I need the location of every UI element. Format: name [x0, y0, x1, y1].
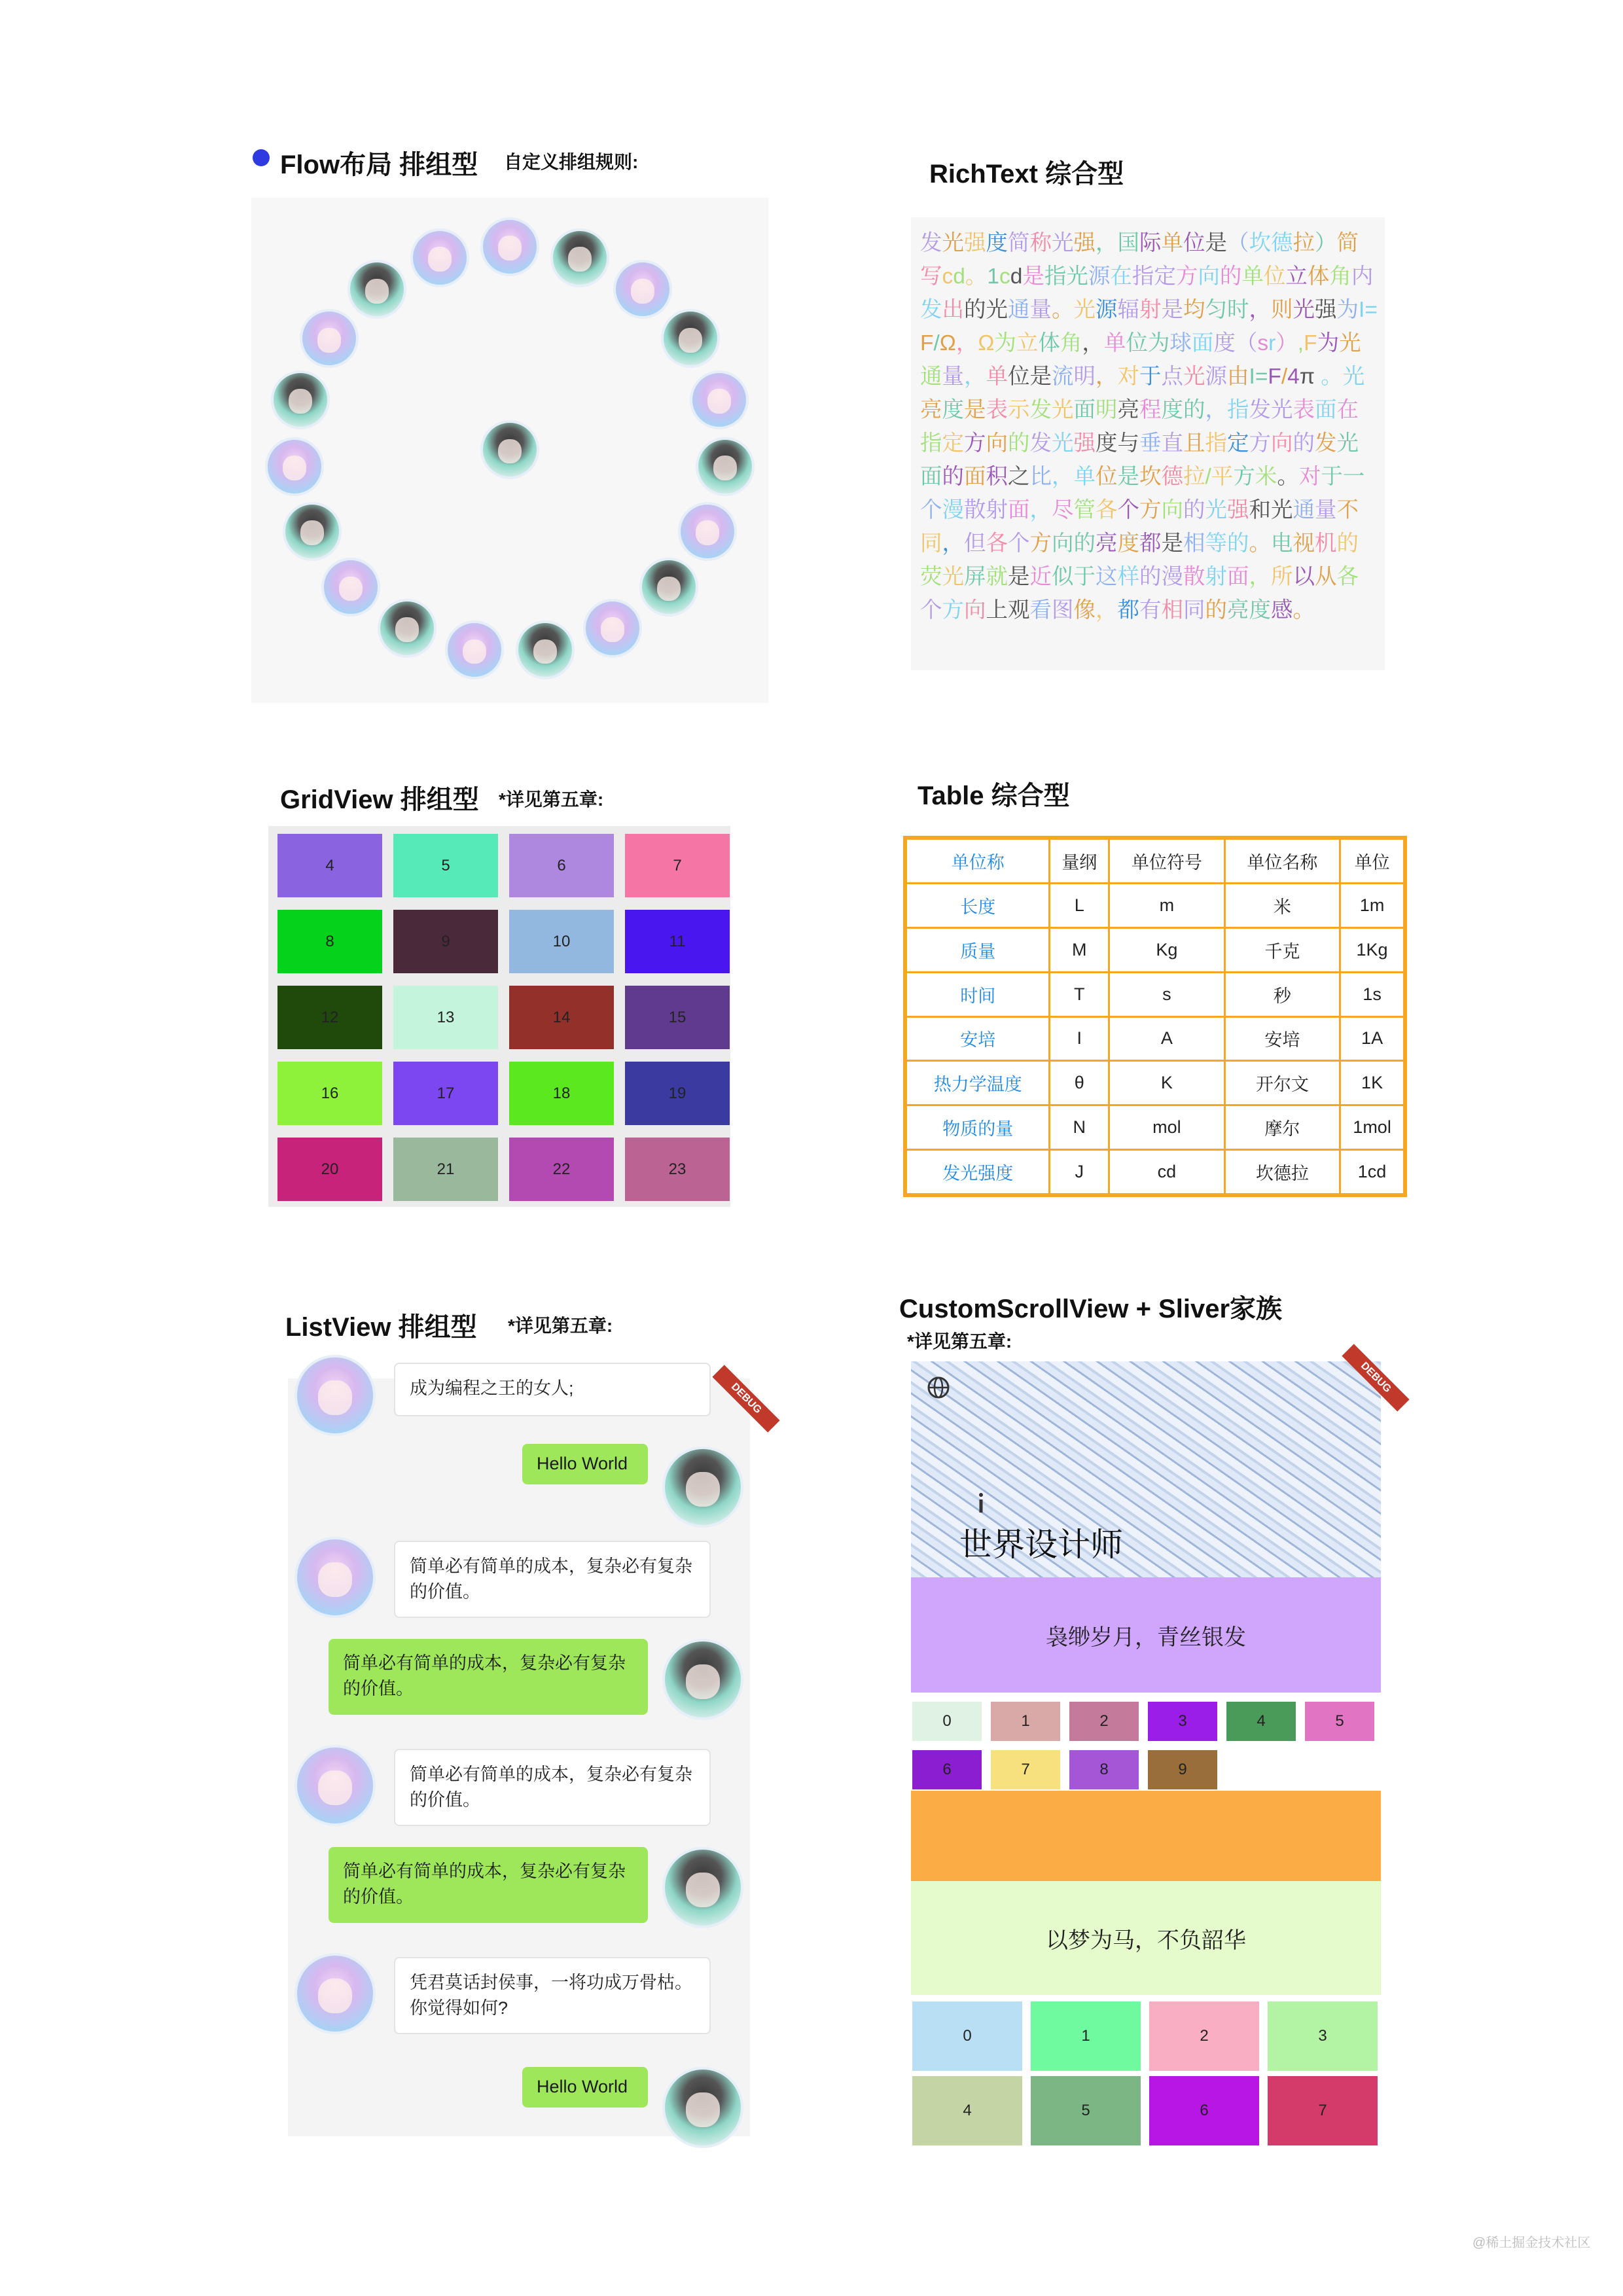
sliver-band-1-text: 袅缈岁月，青丝银发 [1046, 1624, 1246, 1650]
grid-cell[interactable]: 11 [625, 910, 730, 973]
chat-avatar-girl [294, 1745, 376, 1826]
table-cell: 长度 [906, 883, 1050, 927]
grid-cell[interactable]: 22 [509, 1138, 614, 1201]
chat-bubble-left: 简单必有简单的成本，复杂必有复杂的价值。 [394, 1749, 711, 1826]
watermark: @稀土掘金技术社区 [1472, 2236, 1591, 2250]
sliver-grid-cell[interactable]: 5 [1305, 1702, 1374, 1741]
avatar-girl [613, 260, 672, 319]
sliver-grid-cell-large[interactable]: 0 [912, 2001, 1022, 2071]
table-cell: 坎德拉 [1224, 1150, 1340, 1194]
avatar-girl [265, 437, 324, 496]
sliver-title: CustomScrollView + Sliver家族 [899, 1295, 1283, 1323]
sliver-subtitle: *详见第五章: [907, 1331, 1012, 1352]
table-cell: s [1109, 972, 1225, 1016]
debug-ribbon: DEBUG [1342, 1344, 1409, 1411]
chat-avatar-boy [662, 1639, 743, 1720]
debug-ribbon: DEBUG [712, 1365, 779, 1432]
table-cell: T [1050, 972, 1109, 1016]
sliver-grid-cell[interactable]: 4 [1226, 1702, 1296, 1741]
richtext-title: RichText 综合型 [929, 160, 1124, 188]
sliver-grid-cell[interactable]: 8 [1069, 1750, 1139, 1789]
table-cell: 秒 [1224, 972, 1340, 1016]
grid-cell[interactable]: 13 [393, 986, 498, 1049]
table-cell: m [1109, 883, 1225, 927]
grid-cell[interactable]: 4 [277, 834, 382, 897]
flow-title: Flow布局 排组型 [280, 151, 478, 179]
table-row [906, 1061, 1404, 1105]
grid-cell[interactable]: 15 [625, 986, 730, 1049]
table-cell: 安培 [906, 1016, 1050, 1061]
chat-bubble-right: Hello World [522, 2067, 648, 2108]
grid-cell[interactable]: 20 [277, 1138, 382, 1201]
sliver-band-2-text: 以梦为马，不负韶华 [1046, 1928, 1246, 1953]
flow-subtitle: 自定义排组规则: [504, 152, 639, 172]
grid-cell[interactable]: 16 [277, 1062, 382, 1125]
table-row [906, 1105, 1404, 1150]
sliver-scroll-view[interactable] [911, 1360, 1393, 2119]
table-cell: 米 [1224, 883, 1340, 927]
table-cell: 发光强度 [906, 1150, 1050, 1194]
table-cell: I [1050, 1016, 1109, 1061]
grid-cell[interactable]: 7 [625, 834, 730, 897]
chat-bubble-right: 简单必有简单的成本，复杂必有复杂的价值。 [329, 1639, 648, 1715]
sliver-grid-cell-large[interactable]: 2 [1149, 2001, 1259, 2071]
sliver-grid-cell-large[interactable]: 4 [912, 2076, 1022, 2145]
grid-cell[interactable]: 5 [393, 834, 498, 897]
avatar-boy [348, 260, 406, 319]
table-row [906, 1016, 1404, 1061]
avatar-center [480, 420, 539, 479]
list-title: ListView 排组型 [285, 1313, 477, 1342]
table-cell: 质量 [906, 927, 1050, 972]
sliver-grid-cell[interactable]: 6 [912, 1750, 982, 1789]
chat-bubble-right: 简单必有简单的成本，复杂必有复杂的价值。 [329, 1847, 648, 1923]
grid-cell[interactable]: 10 [509, 910, 614, 973]
table-cell: 1mol [1340, 1105, 1404, 1150]
chat-bubble-left: 简单必有简单的成本，复杂必有复杂的价值。 [394, 1541, 711, 1618]
grid-cell[interactable]: 21 [393, 1138, 498, 1201]
grid-cell[interactable]: 8 [277, 910, 382, 973]
avatar-boy [378, 599, 437, 658]
avatar-girl [321, 558, 380, 617]
grid-cell[interactable]: 23 [625, 1138, 730, 1201]
sliver-grid-cell[interactable]: 7 [991, 1750, 1060, 1789]
table-cell: θ [1050, 1061, 1109, 1105]
table-cell: A [1109, 1016, 1225, 1061]
richtext-panel [911, 217, 1385, 670]
globe-icon [925, 1374, 952, 1401]
avatar-boy [661, 309, 720, 368]
table-cell: 单位名称 [1224, 839, 1340, 884]
table-cell: mol [1109, 1105, 1225, 1150]
grid-cell[interactable]: 19 [625, 1062, 730, 1125]
table-cell: 1Kg [1340, 927, 1404, 972]
avatar-girl [690, 370, 749, 429]
chat-bubble-left: 凭君莫话封侯事，一将功成万骨枯。你觉得如何? [394, 1957, 711, 2034]
table-cell: 时间 [906, 972, 1050, 1016]
chat-bubble-right: Hello World [522, 1444, 648, 1484]
sliver-grid-cell[interactable]: 3 [1148, 1702, 1217, 1741]
avatar-boy [550, 228, 609, 287]
sliver-grid-cell[interactable]: 2 [1069, 1702, 1139, 1741]
sliver-grid-cell-large[interactable]: 5 [1031, 2076, 1141, 2145]
table-row [906, 927, 1404, 972]
chat-avatar-girl [294, 1537, 376, 1618]
sliver-band-orange [911, 1791, 1381, 1881]
chat-list[interactable] [288, 1378, 764, 2136]
chat-avatar-girl [294, 1953, 376, 2034]
list-subtitle: *详见第五章: [508, 1316, 613, 1336]
avatar-girl [300, 309, 359, 368]
avatar-girl [410, 228, 469, 287]
sliver-band-2 [911, 1881, 1381, 1995]
avatar-boy [639, 558, 698, 617]
avatar-girl [678, 502, 737, 561]
grid-cell[interactable]: 17 [393, 1062, 498, 1125]
grid-cell[interactable]: 6 [509, 834, 614, 897]
table-cell: 1s [1340, 972, 1404, 1016]
grid-subtitle: *详见第五章: [499, 789, 604, 810]
sliver-grid-cell-large[interactable]: 6 [1149, 2076, 1259, 2145]
table-cell: L [1050, 883, 1109, 927]
chat-avatar-boy [662, 2067, 743, 2148]
table-cell: 单位称 [906, 839, 1050, 884]
chat-avatar-boy [662, 1446, 743, 1528]
table-row [906, 972, 1404, 1016]
sliver-grid-cell-large[interactable]: 3 [1268, 2001, 1378, 2071]
table-row [906, 1150, 1404, 1194]
sliver-header-title: 世界设计师 [959, 1526, 1123, 1563]
table-cell: 量纲 [1050, 839, 1109, 884]
richtext-body: 发光强度简称光强，国际单位是（坎德拉）简写cd。1cd是指光源在指定方向的单位立体角内发出的光通量。光源辐射是均匀时，则光强为I=F/Ω，Ω为立体角，单位为球面度（sr）,F为光通量，单位是流明，对于点光源由I=F/4π 。光亮度是表示发光面明亮程度的，指发光表面在指定方向的发光强度与垂直且指定方向的发光面的面积之比，单位是坎德拉/平方米。对于一个漫散射面，尽管各个方向的光强和光通量不同，但各个方向的亮度都是相等的。电视机的荧光屏就是近似于这样的漫散射面，所以从各个方向上观看图像，都有相同的亮度感。 [920, 231, 1378, 622]
sliver-grid-cell[interactable]: 0 [912, 1702, 982, 1741]
chat-avatar-girl [294, 1355, 376, 1436]
table-title: Table 综合型 [918, 781, 1070, 810]
flow-panel [251, 198, 768, 703]
bullet-icon [253, 149, 270, 166]
table-cell: 开尔文 [1224, 1061, 1340, 1105]
table-cell: 1A [1340, 1016, 1404, 1061]
table-header-row [906, 839, 1404, 884]
units-table [903, 836, 1407, 1197]
table-cell: J [1050, 1150, 1109, 1194]
sliver-grid-cell-large[interactable]: 1 [1031, 2001, 1141, 2071]
avatar-boy [271, 370, 330, 429]
sliver-app-bar [911, 1360, 1393, 1577]
table-cell: cd [1109, 1150, 1225, 1194]
avatar-boy [696, 437, 755, 496]
avatar-girl [445, 620, 504, 679]
table-cell: 热力学温度 [906, 1061, 1050, 1105]
avatar-girl [480, 217, 539, 276]
chat-avatar-boy [662, 1847, 743, 1928]
grid-cell[interactable]: 18 [509, 1062, 614, 1125]
grid-cell[interactable]: 9 [393, 910, 498, 973]
table-cell: M [1050, 927, 1109, 972]
table-cell: 1m [1340, 883, 1404, 927]
table-cell: 1cd [1340, 1150, 1404, 1194]
avatar-boy [283, 502, 342, 561]
sliver-grid-cell[interactable]: 9 [1148, 1750, 1217, 1789]
avatar-boy [516, 620, 575, 679]
grid-title: GridView 排组型 [280, 785, 479, 814]
sliver-grid-cell-large[interactable]: 7 [1268, 2076, 1378, 2145]
table-cell: 单位 [1340, 839, 1404, 884]
table-cell: Kg [1109, 927, 1225, 972]
sliver-band-1 [911, 1577, 1381, 1693]
table-cell: 千克 [1224, 927, 1340, 972]
table-cell: K [1109, 1061, 1225, 1105]
avatar-girl [583, 599, 642, 658]
sliver-grid-cell[interactable]: 1 [991, 1702, 1060, 1741]
table-cell: 单位符号 [1109, 839, 1225, 884]
table-cell: 物质的量 [906, 1105, 1050, 1150]
grid-panel [268, 826, 730, 1207]
table-cell: 安培 [1224, 1016, 1340, 1061]
chat-bubble-left: 成为编程之王的女人; [394, 1363, 711, 1416]
table-cell: 摩尔 [1224, 1105, 1340, 1150]
table-row [906, 883, 1404, 927]
grid-cell[interactable]: 12 [277, 986, 382, 1049]
table-cell: N [1050, 1105, 1109, 1150]
grid-cell[interactable]: 14 [509, 986, 614, 1049]
table-cell: 1K [1340, 1061, 1404, 1105]
info-icon [971, 1490, 991, 1516]
